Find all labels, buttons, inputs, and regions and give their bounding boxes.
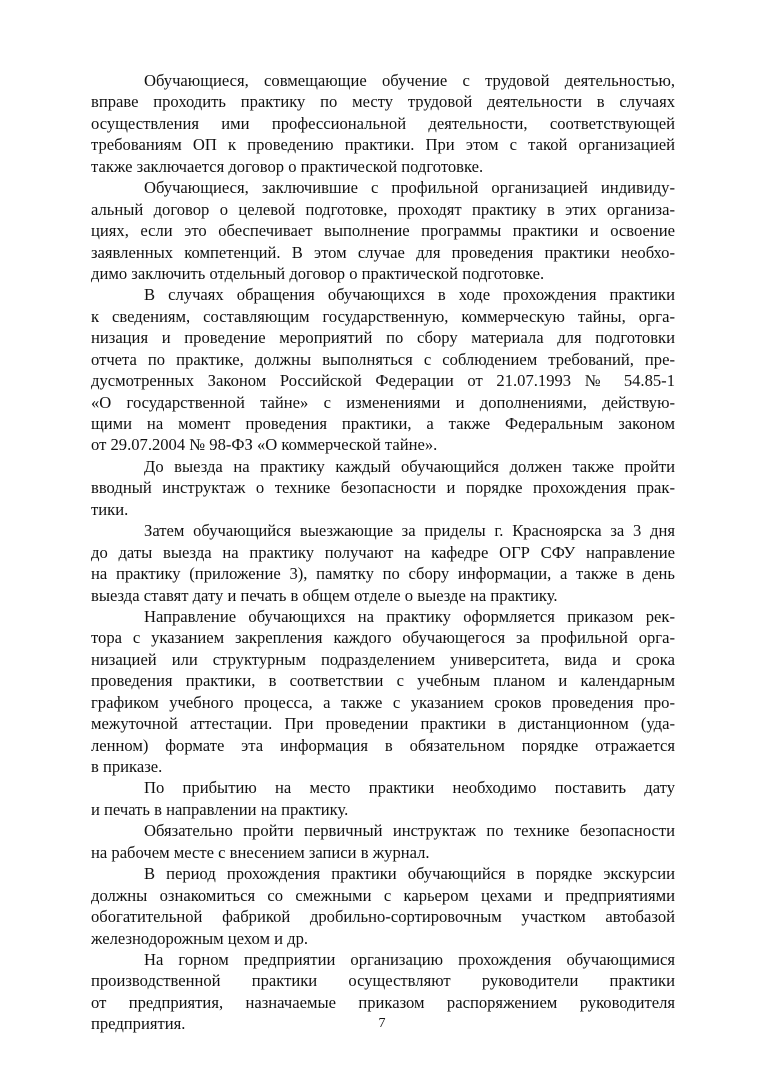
text-line: до даты выезда на практику получают на кафедре ОГР СФУ направление: [91, 542, 675, 562]
text-line: должны ознакомиться со смежными с карьером цехами и предприятиями: [91, 885, 675, 905]
paragraph: [91, 284, 675, 456]
text-line: межуточной аттестации. При проведении практики в дистанционном (уда-: [91, 714, 675, 734]
text-line: отчета по практике, должны выполняться с соблюдением требований, пре-: [91, 349, 675, 369]
text-line: альный договор о целевой подготовке, проходят практику в этих организа-: [91, 199, 675, 219]
text-line: «О государственной тайне» с изменениями и дополнениями, действую-: [91, 392, 675, 412]
text-line: тора с указанием закрепления каждого обучающегося за профильной орга-: [91, 628, 675, 648]
text-line: вводный инструктаж о технике безопасности и порядке прохождения прак-: [91, 478, 675, 498]
text-line: димо заключить отдельный договор о практической подготовке.: [91, 263, 545, 283]
text-line: На горном предприятии организацию прохождения обучающимися: [144, 949, 675, 969]
text-line: Обучающиеся, совмещающие обучение с трудовой деятельностью,: [144, 71, 675, 90]
text-line: графиком учебного процесса, а также с указанием сроков проведения про-: [91, 692, 675, 712]
text-line: До выезда на практику каждый обучающийся должен также пройти: [144, 456, 675, 476]
text-line: ленном) формате эта информация в обязательном порядке отражается: [91, 735, 675, 755]
paragraph: [91, 863, 675, 949]
text-line: в приказе.: [91, 757, 163, 776]
text-line: от предприятия, назначаемые приказом распоряжением руководителя: [91, 992, 675, 1012]
text-line: обогатительной фабрикой дробильно-сортировочным участком автобазой: [91, 907, 675, 927]
document-body: [91, 70, 675, 1035]
text-line: требованиям ОП к проведению практики. При этом с такой организацией: [91, 135, 675, 155]
text-line: По прибытию на место практики необходимо поставить дату: [144, 778, 675, 798]
paragraph: [91, 456, 675, 520]
text-line: Обучающиеся, заключившие с профильной организацией индивиду-: [144, 178, 675, 198]
text-line: щими на момент проведения практики, а также Федеральным законом: [91, 414, 675, 433]
paragraph: [91, 777, 675, 820]
text-line: В случаях обращения обучающихся в ходе прохождения практики: [144, 285, 675, 305]
text-line: и печать в направлении на практику.: [91, 799, 349, 819]
paragraph: [91, 606, 675, 778]
text-line: также заключается договор о практической подготовке.: [91, 156, 484, 176]
text-line: производственной практики осуществляют руководители практики: [91, 971, 675, 991]
text-line: Обязательно пройти первичный инструктаж по технике безопасности: [144, 821, 675, 841]
text-line: Направление обучающихся на практику оформляется приказом рек-: [144, 606, 675, 626]
paragraph: [91, 820, 675, 863]
text-line: от 29.07.2004 № 98-ФЗ «О коммерческой тайне».: [91, 435, 438, 455]
text-line: предприятия.: [91, 1014, 186, 1034]
text-line: на рабочем месте с внесением записи в журнал.: [91, 842, 430, 862]
text-line: выезда ставят дату и печать в общем отделе о выезде на практику.: [91, 585, 558, 605]
text-line: В период прохождения практики обучающийся в порядке экскурсии: [144, 864, 675, 884]
text-line: на практику (приложение 3), памятку по сбору информации, а также в день: [91, 564, 675, 584]
text-line: тики.: [91, 499, 129, 519]
text-line: железнодорожным цехом и др.: [91, 928, 309, 948]
text-line: осуществления ими профессиональной деятельности, соответствующей: [91, 113, 675, 133]
text-line: циях, если это обеспечивает выполнение программы практики и освоение: [91, 221, 675, 241]
text-line: вправе проходить практику по месту трудовой деятельности в случаях: [91, 92, 675, 112]
text-line: Затем обучающийся выезжающие за приделы г. Красноярска за 3 дня: [144, 521, 675, 541]
text-line: заявленных компетенций. В этом случае для проведения практики необхо-: [91, 242, 675, 262]
paragraph: [91, 520, 675, 606]
paragraph: [91, 177, 675, 284]
text-line: дусмотренных Законом Российской Федерации от 21.07.1993 № 54.85-1: [91, 371, 675, 391]
text-line: низация и проведение мероприятий по сбору материала для подготовки: [91, 328, 675, 348]
text-line: к сведениям, составляющим государственную, коммерческую тайны, орга-: [91, 306, 675, 326]
text-line: низацией или структурным подразделением университета, вида и срока: [91, 649, 675, 669]
paragraph: [91, 70, 675, 177]
text-line: проведения практики, в соответствии с учебным планом и календарным: [91, 671, 675, 691]
page-number: 7: [378, 1016, 386, 1031]
